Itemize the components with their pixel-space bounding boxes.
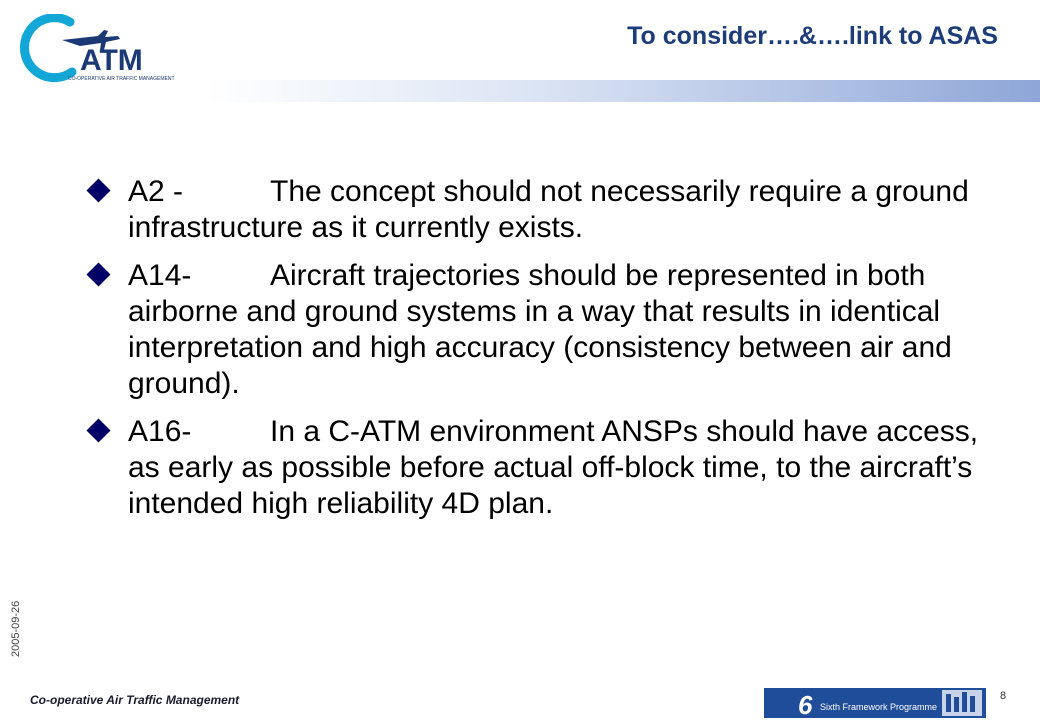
diamond-bullet-icon <box>86 262 110 286</box>
bullet-text: In a C-ATM environment ANSPs should have access, as early as possible before actual off-block time, to the aircraft’s intended high reliability 4D plan. <box>128 415 979 520</box>
bullet-item <box>86 174 1016 246</box>
bullet-item <box>86 258 1016 402</box>
page-title: To consider….&….link to ASAS <box>627 22 998 50</box>
diamond-bullet-icon <box>86 418 110 442</box>
catm-logo <box>20 14 210 84</box>
bullet-text: The concept should not necessarily require a ground infrastructure as it currently exists. <box>128 175 969 244</box>
logo-subtext: CO-OPERATIVE AIR TRAFFIC MANAGEMENT <box>68 76 175 82</box>
programme-name: Sixth Framework Programme <box>820 702 938 712</box>
page-number: 8 <box>1000 690 1007 702</box>
bullet-code: A16- <box>128 415 192 448</box>
bullet-code: A14- <box>128 259 192 292</box>
svg-text:6: 6 <box>798 690 813 720</box>
title-gradient-bar <box>205 80 1040 102</box>
logo-text: ATM <box>80 44 143 77</box>
bullet-code: A2 - <box>128 175 184 208</box>
slide-date: 2005-09-26 <box>10 600 22 657</box>
footer-organization: Co-operative Air Traffic Management <box>30 693 240 707</box>
sixth-framework-programme-logo <box>764 686 986 720</box>
diamond-bullet-icon <box>86 178 110 202</box>
bullet-list <box>86 174 1016 534</box>
bullet-item <box>86 414 1016 522</box>
bullet-text: Aircraft trajectories should be represented in both airborne and ground systems in a way that results in identical interpretation and high accuracy (consistency between air and ground). <box>128 259 952 400</box>
